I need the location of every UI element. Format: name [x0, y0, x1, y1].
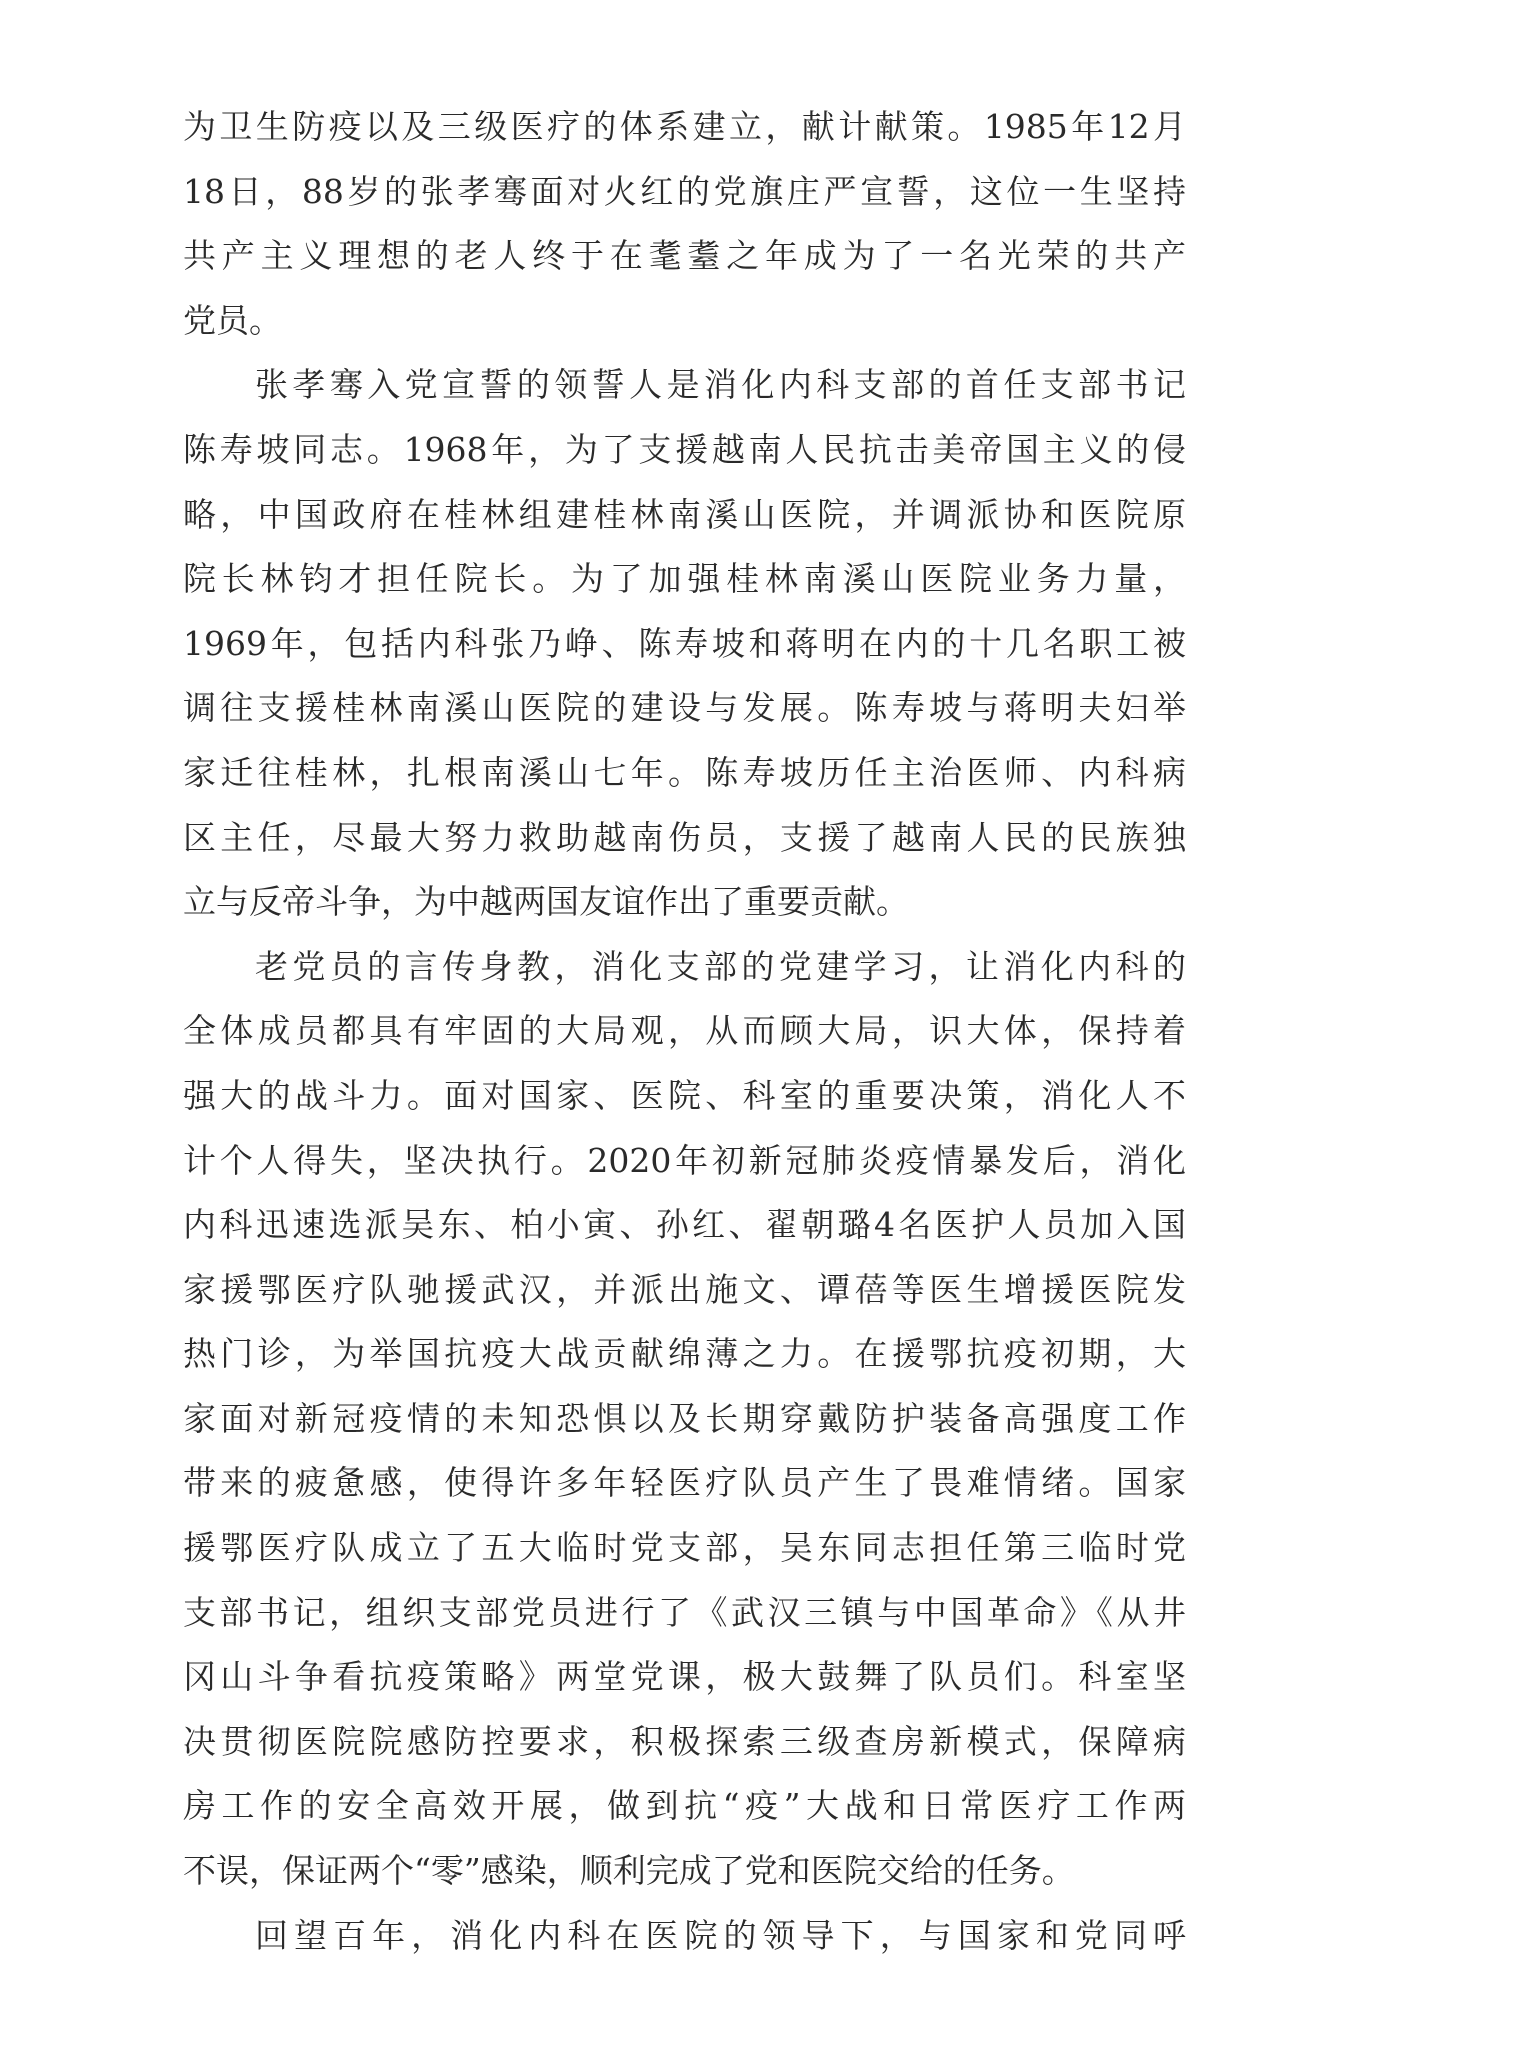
- text-line: 略，中国政府在桂林组建桂林南溪山医院，并调派协和医院原: [183, 494, 1186, 534]
- text-line: 院长林钧才担任院长。为了加强桂林南溪山医院业务力量，: [183, 559, 1186, 599]
- text-line: 家面对新冠疫情的未知恐惧以及长期穿戴防护装备高强度工作: [183, 1398, 1186, 1438]
- text-line: 家迁往桂林，扎根南溪山七年。陈寿坡历任主治医师、内科病: [183, 752, 1186, 792]
- text-line: 强大的战斗力。面对国家、医院、科室的重要决策，消化人不: [183, 1075, 1186, 1115]
- text-line: 内科迅速选派吴东、柏小寅、孙红、翟朝璐4名医护人员加入国: [183, 1205, 1186, 1245]
- paragraph-3: [183, 935, 1186, 1904]
- text-line: 18日，88岁的张孝骞面对火红的党旗庄严宣誓，这位一生坚持: [183, 171, 1186, 211]
- paragraph-1: [183, 95, 1186, 353]
- text-line: 计个人得失，坚决执行。2020年初新冠肺炎疫情暴发后，消化: [183, 1140, 1186, 1180]
- text-line: 调往支援桂林南溪山医院的建设与发展。陈寿坡与蒋明夫妇举: [183, 688, 1186, 728]
- text-line: 为卫生防疫以及三级医疗的体系建立，献计献策。1985年12月: [183, 107, 1186, 146]
- text-line: 带来的疲惫感，使得许多年轻医疗队员产生了畏难情绪。国家: [183, 1463, 1186, 1503]
- text-line: 党员。: [183, 300, 282, 340]
- text-line: 冈山斗争看抗疫策略》两堂党课，极大鼓舞了队员们。科室坚: [183, 1657, 1186, 1697]
- paragraph-2: [183, 353, 1186, 934]
- paragraph-4: [183, 1904, 1186, 1969]
- text-line: 房工作的安全高效开展，做到抗“疫”大战和日常医疗工作两: [183, 1786, 1186, 1826]
- text-line: 全体成员都具有牢固的大局观，从而顾大局，识大体，保持着: [183, 1011, 1186, 1051]
- text-line: 共产主义理想的老人终于在耄耋之年成为了一名光荣的共产: [183, 236, 1186, 276]
- body-text: [183, 95, 1186, 1968]
- text-line: 区主任，尽最大努力救助越南伤员，支援了越南人民的民族独: [183, 817, 1186, 857]
- text-line: 张孝骞入党宣誓的领誓人是消化内科支部的首任支部书记: [255, 365, 1186, 405]
- text-line: 1969年，包括内科张乃峥、陈寿坡和蒋明在内的十几名职工被: [183, 623, 1186, 663]
- text-line: 立与反帝斗争，为中越两国友谊作出了重要贡献。: [183, 882, 909, 922]
- text-line: 老党员的言传身教，消化支部的党建学习，让消化内科的: [255, 946, 1186, 986]
- text-line: 陈寿坡同志。1968年，为了支援越南人民抗击美帝国主义的侵: [183, 429, 1186, 469]
- text-line: 热门诊，为举国抗疫大战贡献绵薄之力。在援鄂抗疫初期，大: [183, 1334, 1186, 1374]
- text-line: 支部书记，组织支部党员进行了《武汉三镇与中国革命》《从井: [183, 1592, 1186, 1632]
- text-line: 援鄂医疗队成立了五大临时党支部，吴东同志担任第三临时党: [183, 1528, 1186, 1568]
- text-line: 决贯彻医院院感防控要求，积极探索三级查房新模式，保障病: [183, 1721, 1186, 1761]
- text-line: 家援鄂医疗队驰援武汉，并派出施文、谭蓓等医生增援医院发: [183, 1269, 1186, 1309]
- text-line: 不误，保证两个“零”感染，顺利完成了党和医院交给的任务。: [183, 1851, 1075, 1891]
- text-line: 回望百年，消化内科在医院的领导下，与国家和党同呼: [255, 1915, 1186, 1955]
